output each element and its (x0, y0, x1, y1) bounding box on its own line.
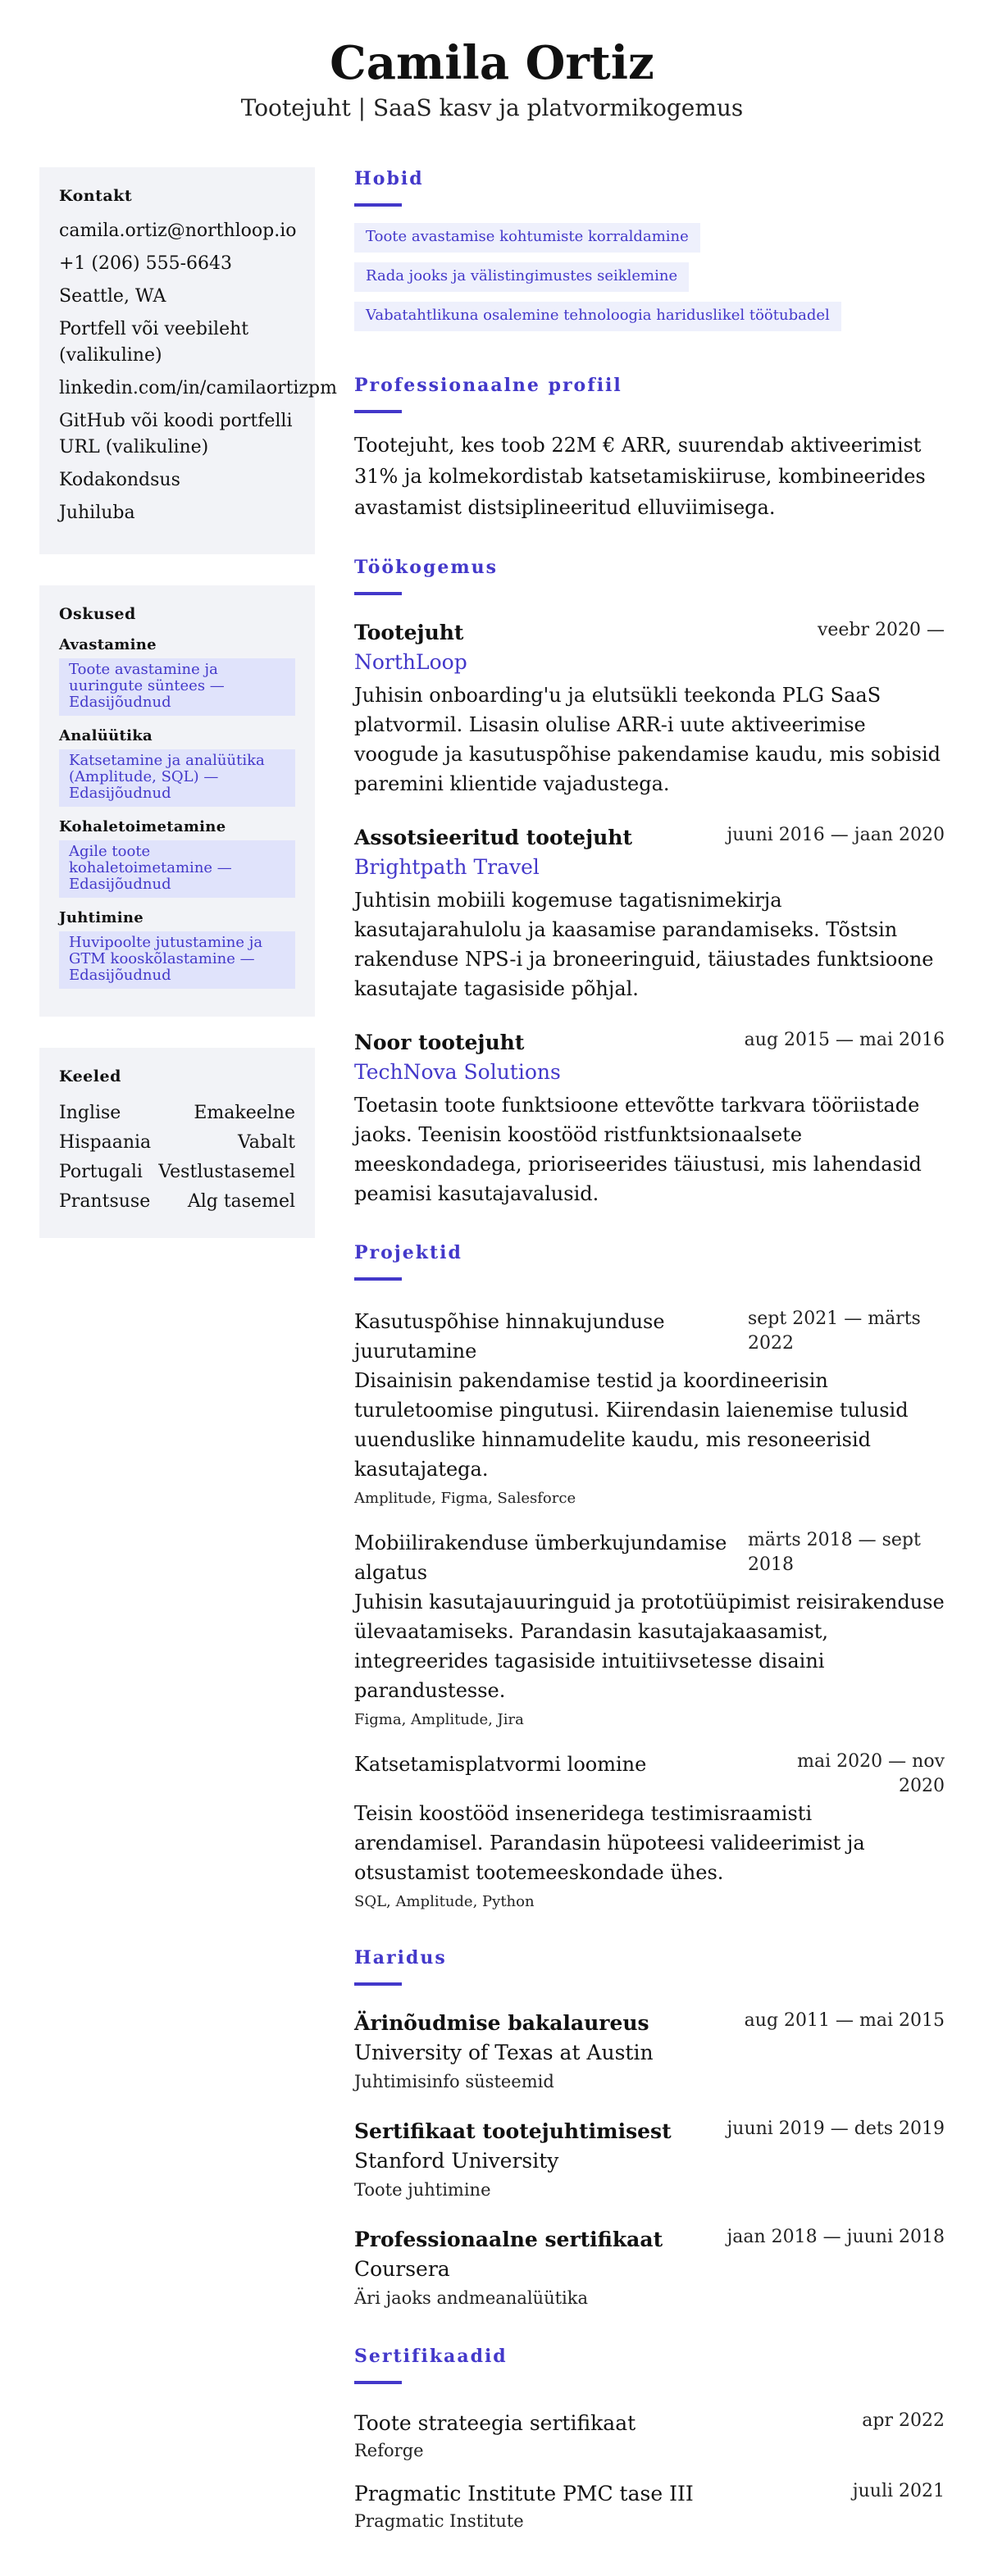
job-title: Noor tootejuht (354, 1031, 525, 1054)
section-title: Hobid (354, 168, 424, 189)
section-title: Projektid (354, 1242, 462, 1263)
hobbies-section (354, 167, 945, 341)
profile-summary: Tootejuht, kes toob 22M € ARR, suurendab aktiveerimist 31% ja kolmekordistab katsetamiskiiruse, kombineerides avastamist distsiplineeritud elluviimisega. (354, 434, 926, 519)
project-title: Katsetamisplatvormi loomine (354, 1753, 647, 1776)
section-divider (354, 1982, 402, 1986)
language-level: Alg tasemel (187, 1191, 295, 1212)
resume-header (0, 0, 984, 123)
skill-chip: Agile toote kohaletoimetamine — Edasijõudnud (59, 840, 295, 898)
degree-title: Sertifikaat tootejuhtimisest (354, 2119, 672, 2143)
certification-entry (354, 2409, 945, 2463)
field-of-study: Äri jaoks andmeanalüütika (354, 2288, 589, 2308)
company-name: NorthLoop (354, 650, 467, 674)
certifications-section (354, 2345, 945, 2533)
certification-name: Toote strateegia sertifikaat (354, 2411, 636, 2435)
project-description: Teisin koostööd inseneridega testimisraamisti arendamisel. Parandasin hüpoteesi valideerimist ja otsustamist tootemeeskondade ühes. (354, 1802, 865, 1884)
language-row (59, 1158, 295, 1187)
section-title: Sertifikaadid (354, 2346, 508, 2367)
project-entry (354, 1750, 945, 1914)
hobby-chip: Vabatahtlikuna osalemine tehnoloogia hariduslikel töötubadel (354, 302, 841, 331)
experience-entry (354, 618, 945, 799)
project-description: Disainisin pakendamise testid ja koordineerisin turuletoomise pingutusi. Kiirendasin laienemise tulusid uuenduslike hinnamudelite kaudu, mis resoneerisid kasutajatega. (354, 1369, 909, 1481)
sidebar (39, 167, 337, 2576)
project-entry (354, 1528, 945, 1732)
education-dates: jaan 2018 — juuni 2018 (727, 2227, 945, 2247)
candidate-headline: Tootejuht | SaaS kasv ja platvormikogemus (240, 94, 744, 121)
section-title: Professionaalne profiil (354, 375, 622, 396)
job-description: Toetasin toote funktsioone ettevõtte tarkvara tööriistade jaoks. Teenisin koostööd ristfunktsionaalsete meeskondadega, prioriseerides täiustusi, mis lahendasid peamisi kasutajavalusid. (354, 1094, 922, 1205)
skill-group-title: Avastamine (59, 636, 157, 653)
certification-issuer: Pragmatic Institute (354, 2511, 524, 2531)
contact-location: Seattle, WA (59, 286, 166, 307)
experience-entry (354, 823, 945, 1004)
language-row (59, 1099, 295, 1128)
project-dates: sept 2021 — märts 2022 (748, 1308, 921, 1354)
project-tools: Figma, Amplitude, Jira (354, 1711, 524, 1728)
job-dates: veebr 2020 — (817, 620, 945, 640)
education-entry (354, 2009, 945, 2096)
skills-card (39, 585, 315, 1017)
certification-issuer: Reforge (354, 2441, 424, 2460)
language-name: Hispaania (59, 1132, 152, 1153)
languages-title: Keeled (59, 1067, 121, 1085)
experience-section (354, 556, 945, 1208)
project-tools: SQL, Amplitude, Python (354, 1893, 535, 1910)
certification-name: Pragmatic Institute PMC tase III (354, 2482, 694, 2505)
resume-body (0, 167, 984, 2576)
education-entry (354, 2117, 945, 2204)
language-name: Prantsuse (59, 1191, 151, 1212)
language-row (59, 1128, 295, 1158)
school-name: Coursera (354, 2257, 450, 2281)
section-title: Haridus (354, 1947, 447, 1968)
education-dates: aug 2011 — mai 2015 (744, 2010, 945, 2031)
education-dates: juuni 2019 — dets 2019 (727, 2119, 945, 2139)
main-content (354, 167, 945, 2576)
contact-email[interactable]: camila.ortiz@northloop.io (59, 221, 297, 241)
language-level: Emakeelne (194, 1103, 295, 1123)
section-divider (354, 2381, 402, 2384)
job-title: Tootejuht (354, 621, 464, 644)
experience-entry (354, 1028, 945, 1208)
skills-title: Oskused (59, 605, 136, 623)
hobby-chip: Toote avastamise kohtumiste korraldamine (354, 223, 700, 253)
contact-citizenship: Kodakondsus (59, 470, 180, 490)
school-name: University of Texas at Austin (354, 2041, 654, 2064)
education-entry (354, 2225, 945, 2312)
field-of-study: Toote juhtimine (354, 2180, 491, 2200)
skill-chip: Toote avastamine ja uuringute süntees — Edasijõudnud (59, 658, 295, 716)
contact-drivers-license: Juhiluba (59, 503, 135, 523)
hobby-list (354, 223, 945, 341)
section-divider (354, 410, 402, 413)
candidate-name: Camila Ortiz (330, 36, 654, 90)
education-section (354, 1946, 945, 2312)
project-title: Mobiilirakenduse ümberkujundamise algatus (354, 1531, 727, 1584)
degree-title: Ärinõudmise bakalaureus (354, 2011, 649, 2035)
contact-title: Kontakt (59, 187, 133, 205)
skill-chip: Katsetamine ja analüütika (Amplitude, SQL) — Edasijõudnud (59, 749, 295, 807)
degree-title: Professionaalne sertifikaat (354, 2228, 663, 2251)
project-dates: mai 2020 — nov 2020 (797, 1751, 945, 1796)
skill-group (59, 909, 295, 989)
section-divider (354, 1277, 402, 1281)
skill-group-title: Analüütika (59, 727, 153, 744)
company-name: Brightpath Travel (354, 855, 540, 879)
projects-section (354, 1241, 945, 1914)
section-divider (354, 203, 402, 207)
section-divider (354, 592, 402, 595)
certification-date: apr 2022 (862, 2410, 945, 2431)
project-entry (354, 1307, 945, 1510)
project-title: Kasutuspõhise hinnakujunduse juurutamine (354, 1310, 665, 1363)
job-title: Assotsieeritud tootejuht (354, 826, 633, 849)
company-name: TechNova Solutions (354, 1060, 561, 1084)
skill-group-title: Juhtimine (59, 909, 144, 926)
job-dates: juuni 2016 — jaan 2020 (727, 825, 945, 845)
field-of-study: Juhtimisinfo süsteemid (354, 2072, 554, 2091)
certification-date: juuli 2021 (852, 2481, 945, 2501)
project-dates: märts 2018 — sept 2018 (748, 1530, 921, 1575)
job-dates: aug 2015 — mai 2016 (744, 1030, 945, 1050)
contact-github: GitHub või koodi portfelli URL (valikuline) (59, 411, 293, 457)
job-description: Juhisin onboarding'u ja elutsükli teekonda PLG SaaS platvormil. Lisasin olulise ARR-i uute aktiveerimise voogude ja kasutuspõhise pakendamise kaudu, mis sobisid paremini klientide vajadustega. (354, 684, 941, 795)
skill-group (59, 818, 295, 898)
section-title: Töökogemus (354, 557, 499, 578)
language-name: Inglise (59, 1103, 121, 1123)
project-description: Juhisin kasutajauuringuid ja prototüüpimist reisirakenduse ülevaatamiseks. Parandasin kasutajakaasamist, integreerides tagasiside intuitiivsetesse disaini parandustesse. (354, 1591, 945, 1702)
hobby-chip: Rada jooks ja välistingimustes seiklemine (354, 262, 689, 292)
contact-linkedin[interactable]: linkedin.com/in/camilaortizpm (59, 378, 337, 398)
school-name: Stanford University (354, 2149, 559, 2173)
contact-portfolio: Portfell või veebileht (valikuline) (59, 319, 249, 366)
skill-group (59, 636, 295, 716)
language-row (59, 1187, 295, 1217)
project-tools: Amplitude, Figma, Salesforce (354, 1490, 576, 1507)
job-description: Juhtisin mobiili kogemuse tagatisnimekirja kasutajarahulolu ja kaasamise parandamiseks. Tõstsin rakenduse NPS-i ja broneeringuid, täiustades funktsioone kasutajate tagasiside põhjal. (354, 889, 934, 1000)
contact-phone[interactable]: +1 (206) 555-6643 (59, 253, 232, 274)
language-level: Vabalt (237, 1132, 295, 1153)
skill-group-title: Kohaletoimetamine (59, 818, 226, 835)
skill-group (59, 727, 295, 807)
contact-card (39, 167, 337, 554)
languages-card (39, 1048, 315, 1238)
profile-section (354, 374, 945, 523)
certification-entry (354, 2479, 945, 2533)
language-level: Vestlustasemel (158, 1162, 295, 1182)
language-name: Portugali (59, 1162, 143, 1182)
skill-chip: Huvipoolte jutustamine ja GTM kooskõlastamine — Edasijõudnud (59, 931, 295, 989)
